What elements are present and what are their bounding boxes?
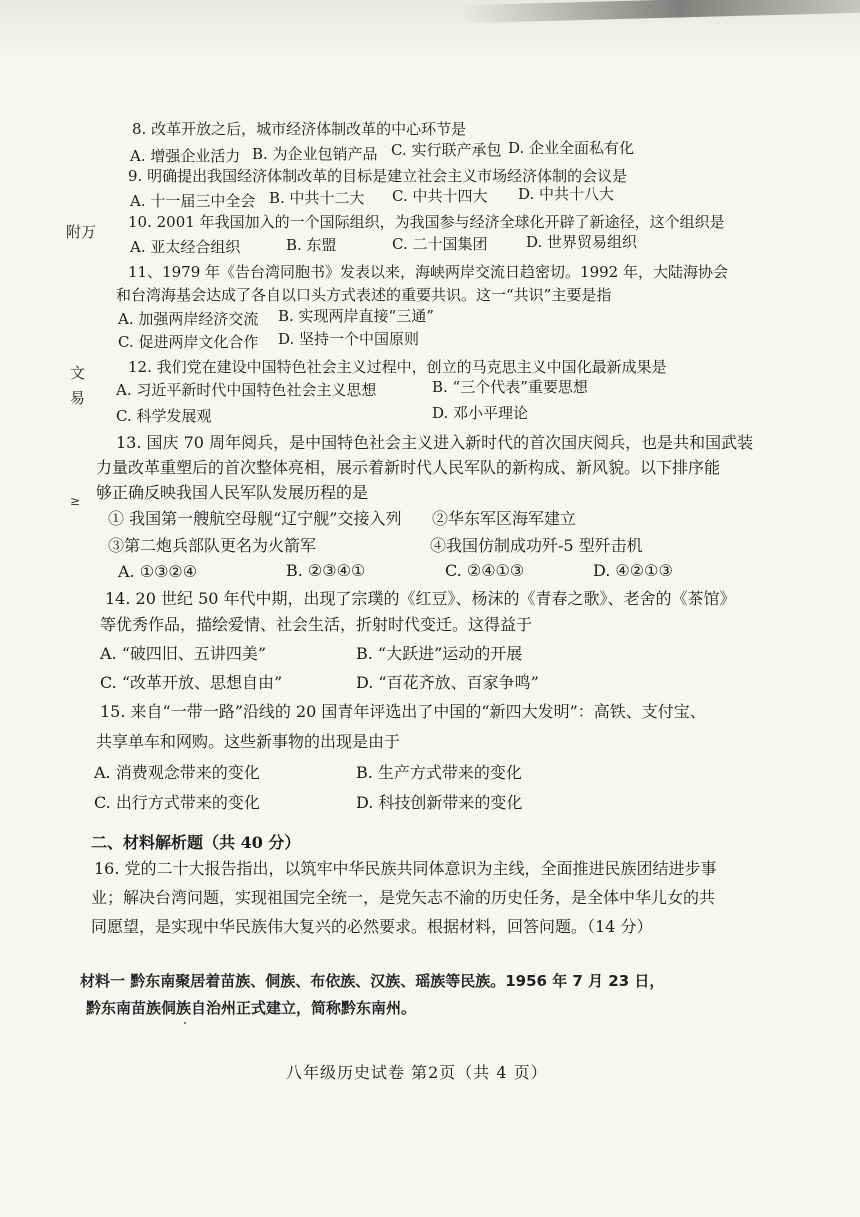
q13-item-1: ① 我国第一艘航空母舰“辽宁舰”交接入列 xyxy=(108,509,402,528)
q10-option-d: D. 世界贸易组织 xyxy=(526,233,638,251)
question-14-stem-line2: 等优秀作品，描绘爱情、社会生活，折射时代变迁。这得益于 xyxy=(100,615,533,634)
question-15-stem-line2: 共享单车和网购。这些新事物的出现是由于 xyxy=(96,732,401,751)
section-heading: 二、材料解析题（共 40 分） xyxy=(91,833,301,852)
question-13-stem-line2: 力量改革重塑后的首次整体亮相，展示着新时代人民军队的新构成、新风貌。以下排序能 xyxy=(96,458,721,477)
q12-option-d: D. 邓小平理论 xyxy=(432,404,529,422)
q10-option-a: A. 亚太经合组织 xyxy=(130,238,241,256)
q11-option-a: A. 加强两岸经济交流 xyxy=(118,310,259,328)
question-16-line3: 同愿望，是实现中华民族伟大复兴的必然要求。根据材料，回答问题。（14 分） xyxy=(91,917,653,936)
q14-option-a: A. “破四旧、五讲四美” xyxy=(100,644,267,663)
question-13-stem-line1: 13. 国庆 70 周年阅兵，是中国特色社会主义进入新时代的首次国庆阅兵，也是共和国武装 xyxy=(116,433,754,452)
q8-option-d: D. 企业全面私有化 xyxy=(508,139,635,157)
page-footer: 八年级历史试卷 第2页（共 4 页） xyxy=(286,1063,548,1082)
q13-option-b: B. ②③④① xyxy=(286,561,366,580)
question-11-stem-line2: 和台湾海基会达成了各自以口头方式表述的重要共识。这一“共识”主要是指 xyxy=(116,286,612,304)
margin-note: 文 xyxy=(70,364,86,382)
q13-option-a: A. ①③②④ xyxy=(118,562,198,581)
speck xyxy=(184,1022,186,1024)
q8-option-a: A. 增强企业活力 xyxy=(130,147,241,165)
q14-option-b: B. “大跃进”运动的开展 xyxy=(356,644,523,663)
q15-option-b: B. 生产方式带来的变化 xyxy=(356,763,522,782)
material-one-line2: 黔东南苗族侗族自治州正式建立，简称黔东南州。 xyxy=(86,999,417,1017)
q14-option-d: D. “百花齐放、百家争鸣” xyxy=(356,673,539,692)
q13-option-c: C. ②④①③ xyxy=(445,561,525,580)
q15-option-d: D. 科技创新带来的变化 xyxy=(356,793,523,812)
q13-item-4: ④我国仿制成功歼-5 型歼击机 xyxy=(430,536,643,555)
margin-note: ≥ xyxy=(70,494,81,508)
question-12-stem: 12. 我们党在建设中国特色社会主义过程中，创立的马克思主义中国化最新成果是 xyxy=(128,358,667,376)
q9-option-a: A. 十一届三中全会 xyxy=(130,192,256,210)
q12-option-b: B. “三个代表”重要思想 xyxy=(432,378,588,396)
q13-item-2: ②华东军区海军建立 xyxy=(432,509,577,528)
q11-option-d: D. 坚持一个中国原则 xyxy=(278,330,420,348)
question-10-stem: 10. 2001 年我国加入的一个国际组织，为我国参与经济全球化开辟了新途径，这个组织是 xyxy=(128,213,725,231)
margin-note: 附万 xyxy=(66,223,97,241)
material-one-line1: 材料一 黔东南聚居着苗族、侗族、布依族、汉族、瑶族等民族。1956 年 7 月 23 日， xyxy=(80,972,665,990)
q14-option-c: C. “改革开放、思想自由” xyxy=(100,673,283,692)
question-11-stem-line1: 11、1979 年《告台湾同胞书》发表以来，海峡两岸交流日趋密切。1992 年，大陆海协会 xyxy=(128,263,728,281)
q11-option-b: B. 实现两岸直接“三通” xyxy=(278,307,434,325)
question-15-stem-line1: 15. 来自“一带一路”沿线的 20 国青年评选出了中国的“新四大发明”：高铁、支付宝、 xyxy=(100,702,706,721)
question-16-line2: 业；解决台湾问题，实现祖国完全统一，是党矢志不渝的历史任务，是全体中华儿女的共 xyxy=(91,888,716,907)
q8-option-b: B. 为企业包销产品 xyxy=(252,145,378,163)
q9-option-b: B. 中共十二大 xyxy=(269,189,365,207)
question-8-stem: 8. 改革开放之后，城市经济体制改革的中心环节是 xyxy=(132,120,467,138)
question-9-stem: 9. 明确提出我国经济体制改革的目标是建立社会主义市场经济体制的会议是 xyxy=(128,167,628,185)
question-14-stem-line1: 14. 20 世纪 50 年代中期，出现了宗璞的《红豆》、杨沫的《青春之歌》、老舍的《茶馆》 xyxy=(105,589,736,608)
q10-option-b: B. 东盟 xyxy=(286,236,337,254)
q12-option-a: A. 习近平新时代中国特色社会主义思想 xyxy=(116,381,377,399)
q13-item-3: ③第二炮兵部队更名为火箭军 xyxy=(108,536,317,555)
q11-option-c: C. 促进两岸文化合作 xyxy=(118,333,259,351)
question-13-stem-line3: 够正确反映我国人民军队发展历程的是 xyxy=(96,483,369,502)
q15-option-a: A. 消费观念带来的变化 xyxy=(94,763,260,782)
q13-option-d: D. ④②①③ xyxy=(593,561,673,580)
q10-option-c: C. 二十国集团 xyxy=(392,235,488,253)
q9-option-d: D. 中共十八大 xyxy=(518,185,615,203)
q9-option-c: C. 中共十四大 xyxy=(392,187,488,205)
q12-option-c: C. 科学发展观 xyxy=(116,407,212,425)
question-16-line1: 16. 党的二十大报告指出，以筑牢中华民族共同体意识为主线，全面推进民族团结进步事 xyxy=(94,859,717,878)
margin-note: 易 xyxy=(70,389,86,407)
q15-option-c: C. 出行方式带来的变化 xyxy=(94,793,260,812)
q8-option-c: C. 实行联产承包 xyxy=(391,141,502,159)
